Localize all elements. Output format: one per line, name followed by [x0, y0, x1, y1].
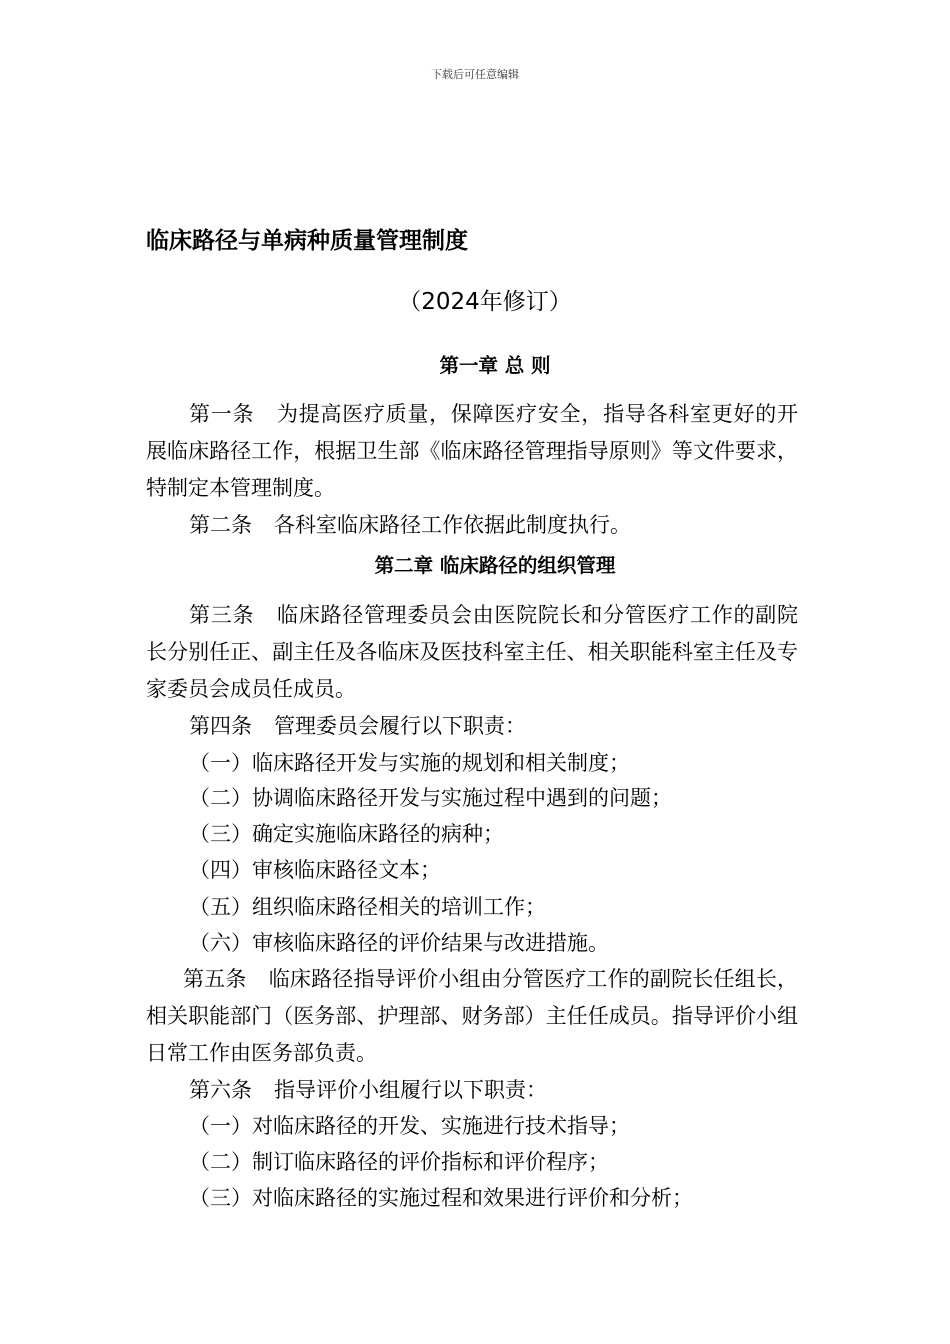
list-item: （四）审核临床路径文本； [189, 858, 441, 882]
article-1-label: 第一条 [189, 402, 255, 426]
article-5 [146, 961, 798, 1072]
list-item: （二）制订临床路径的评价指标和评价程序； [189, 1150, 609, 1174]
list-item: （五）组织临床路径相关的培训工作； [189, 895, 546, 919]
article-2 [189, 507, 631, 544]
article-6-label: 第六条 [189, 1078, 252, 1102]
list-item: （六）审核临床路径的评价结果与改进措施。 [189, 931, 609, 955]
list-item: （三）对临床路径的实施过程和效果进行评价和分析； [189, 1186, 693, 1210]
article-4-text: 管理委员会履行以下职责： [274, 714, 526, 738]
chapter-1-heading: 第一章 总 则 [439, 354, 551, 377]
article-2-text: 各科室临床路径工作依据此制度执行。 [274, 513, 631, 537]
article-3-label: 第三条 [189, 603, 255, 627]
article-6-text: 指导评价小组履行以下职责： [274, 1078, 547, 1102]
document-subtitle: （2024年修订） [398, 289, 572, 315]
article-3-text: 临床路径管理委员会由医院院长和分管医疗工作的副院长分别任正、副主任及各临床及医技科室主任、相关职能科室主任及专家委员会成员任成员。 [146, 603, 799, 701]
list-item: （三）确定实施临床路径的病种； [189, 822, 504, 846]
article-4-label: 第四条 [189, 714, 252, 738]
article-2-label: 第二条 [189, 513, 252, 537]
article-1-text: 为提高医疗质量，保障医疗安全，指导各科室更好的开展临床路径工作，根据卫生部《临床路径管理指导原则》等文件要求，特制定本管理制度。 [146, 402, 799, 500]
article-4 [189, 708, 526, 745]
document-title: 临床路径与单病种质量管理制度 [146, 228, 468, 254]
list-item: （一）对临床路径的开发、实施进行技术指导； [189, 1114, 630, 1138]
page-header-note: 下载后可任意编辑 [431, 68, 519, 81]
article-5-text: 临床路径指导评价小组由分管医疗工作的副院长任组长，相关职能部门（医务部、护理部、财务部）主任任成员。指导评价小组日常工作由医务部负责。 [146, 967, 799, 1065]
list-item: （一）临床路径开发与实施的规划和相关制度； [189, 751, 630, 775]
chapter-2-heading: 第二章 临床路径的组织管理 [374, 554, 616, 577]
article-6 [189, 1072, 547, 1109]
list-item: （二）协调临床路径开发与实施过程中遇到的问题； [189, 786, 672, 810]
article-3 [146, 597, 798, 708]
article-1 [146, 396, 798, 507]
article-5-label: 第五条 [183, 967, 247, 991]
